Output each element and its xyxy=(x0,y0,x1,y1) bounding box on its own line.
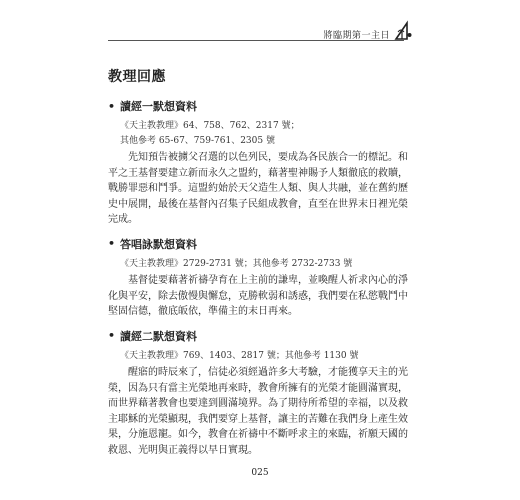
section-heading-text: 讀經一默想資料 xyxy=(120,100,197,113)
section-psalm xyxy=(108,236,408,320)
section-paragraph: 先知預告被擄父召選的以色列民，要成為各民族合一的標記。和平之王基督要建立新而永久之盟約，藉著聖神賜予人類徹底的救贖，戰勝罪惡和鬥爭。這盟約始於天父造生人類、與人共融，並在舊約歷史中展開，最後在基督內召集子民組成教會，直至在世界末日裡光榮完成。 xyxy=(108,152,408,225)
section-heading xyxy=(108,328,408,344)
section-heading-text: 讀經二默想資料 xyxy=(120,329,197,343)
section-heading xyxy=(108,236,408,252)
bullet-icon: • xyxy=(108,237,116,250)
section-reading-two xyxy=(108,328,408,459)
page-number: 025 xyxy=(251,468,269,478)
header-rule xyxy=(108,40,404,41)
bullet-icon: • xyxy=(108,329,116,342)
reference-line: 其他參考 65-67、759-761、2305 號 xyxy=(120,135,275,146)
reference-line: 《天主教教理》769、1403、2817 號；其他參考 1130 號 xyxy=(120,350,359,361)
bullet-icon: • xyxy=(108,99,116,113)
header-title: 將臨期第一主日 xyxy=(323,31,390,41)
section-paragraph: 基督徒要藉著祈禱孕育在上主前的謙卑，並喚醒人祈求內心的淨化與平安，除去傲慢與懈怠，克勝軟弱和誘惑，我們要在私慾戰鬥中堅固信德，徹底皈依，準備主的末日再來。 xyxy=(108,275,408,317)
season-logo-icon xyxy=(392,20,414,42)
section-paragraph: 醒寤的時辰來了，信徒必須經過許多大考驗，才能獲享天主的光榮，因為只有當主光榮地再來時，教會所擁有的光榮才能圓滿實現，而世界藉著教會也要達到圓滿境界。為了期待所希望的幸福，以及救主耶穌的光榮顯現，我們要穿上基督，讓主的苦難在我們身上產生效果，分施恩寵。如今，教會在祈禱中不斷呼求主的來臨，祈願天國的救恩、光明與正義得以早日實現。 xyxy=(108,367,408,456)
section-heading-text: 答唱詠默想資料 xyxy=(120,237,197,251)
section-reading-one xyxy=(108,98,408,228)
section-title: 教理回應 xyxy=(108,69,166,85)
reference-line: 《天主教教理》64、758、762、2317 號； xyxy=(120,121,300,131)
main-content xyxy=(108,66,408,466)
section-heading xyxy=(108,98,408,114)
reference-line: 《天主教教理》2729-2731 號；其他參考 2732-2733 號 xyxy=(120,258,353,269)
